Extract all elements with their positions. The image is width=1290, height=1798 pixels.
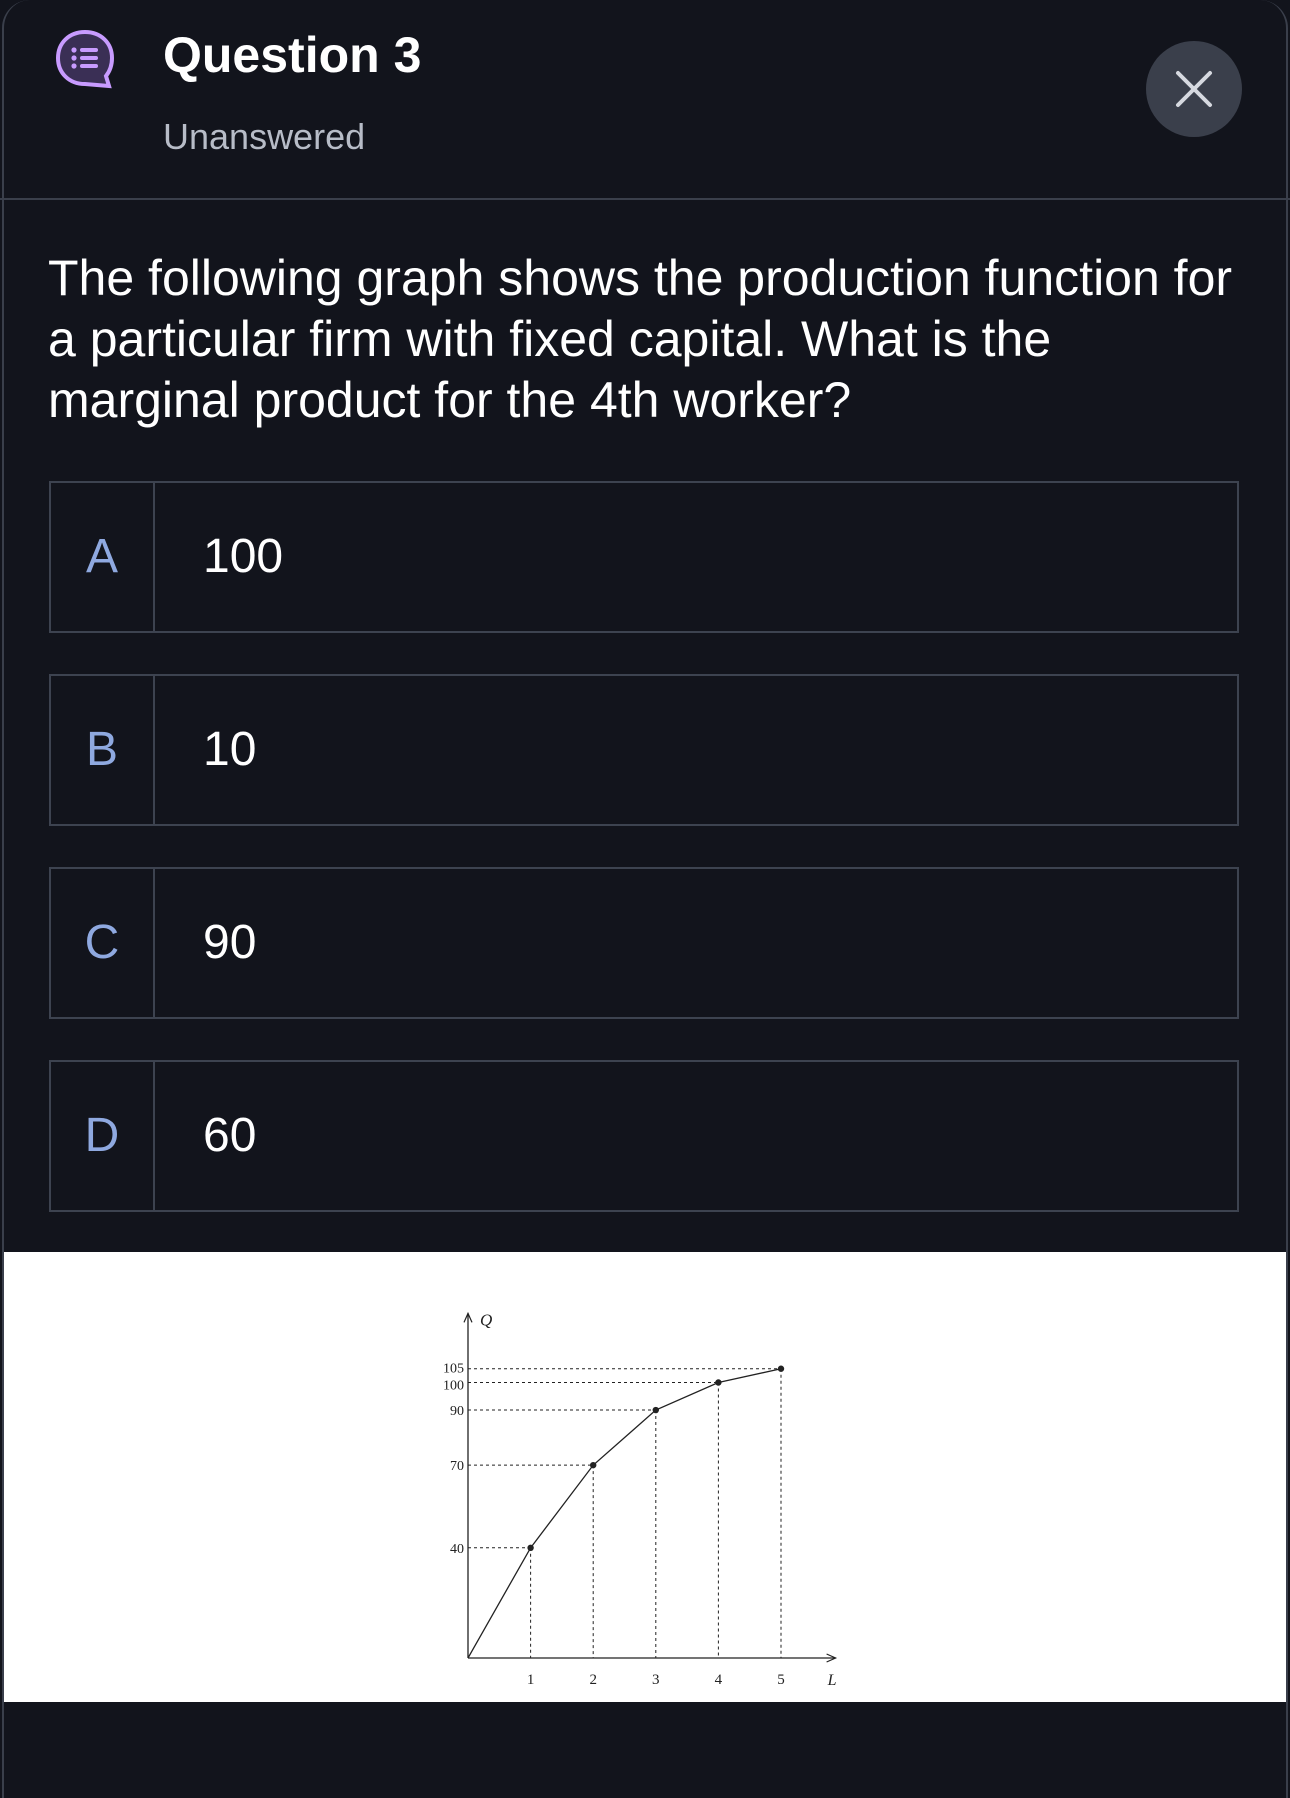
option-value: 60	[203, 1109, 257, 1162]
data-point	[778, 1366, 784, 1372]
question-status: Unanswered	[163, 116, 366, 157]
option-value: 100	[203, 530, 284, 583]
question-list-icon	[54, 28, 116, 90]
data-point	[653, 1407, 659, 1413]
option-d[interactable]	[49, 1060, 1239, 1212]
option-letter: A	[51, 483, 155, 631]
y-tick-label: 40	[450, 1541, 464, 1557]
close-button[interactable]	[1146, 41, 1242, 137]
data-point	[715, 1379, 721, 1385]
option-letter: C	[51, 869, 155, 1017]
data-point	[527, 1545, 533, 1551]
y-axis-label: Q	[480, 1310, 493, 1330]
option-value: 90	[203, 916, 257, 969]
production-function-chart	[4, 1252, 1286, 1702]
question-title: Question 3	[163, 27, 422, 83]
option-c[interactable]	[49, 867, 1239, 1019]
option-b[interactable]	[49, 674, 1239, 826]
graph-panel	[4, 1252, 1286, 1702]
option-letter: D	[51, 1062, 155, 1210]
option-letter: B	[51, 676, 155, 824]
x-tick-label: 5	[777, 1672, 785, 1688]
question-text: The following graph shows the production function for a particular firm with fixed capital. What is the marginal product for the 4th worker?	[48, 250, 1233, 428]
x-tick-label: 4	[714, 1672, 723, 1688]
question-header	[0, 0, 1290, 200]
x-axis-label: L	[827, 1672, 837, 1689]
y-tick-label: 70	[450, 1459, 464, 1475]
option-value: 10	[203, 723, 257, 776]
option-a[interactable]	[49, 481, 1239, 633]
y-tick-label: 105	[443, 1361, 464, 1377]
x-tick-label: 3	[652, 1672, 660, 1688]
x-tick-label: 1	[526, 1672, 535, 1688]
production-function-line	[468, 1369, 781, 1658]
y-tick-label: 90	[450, 1404, 464, 1420]
close-icon	[1174, 69, 1214, 109]
y-tick-label: 100	[443, 1378, 464, 1394]
x-tick-label: 2	[589, 1672, 597, 1688]
data-point	[590, 1462, 596, 1468]
